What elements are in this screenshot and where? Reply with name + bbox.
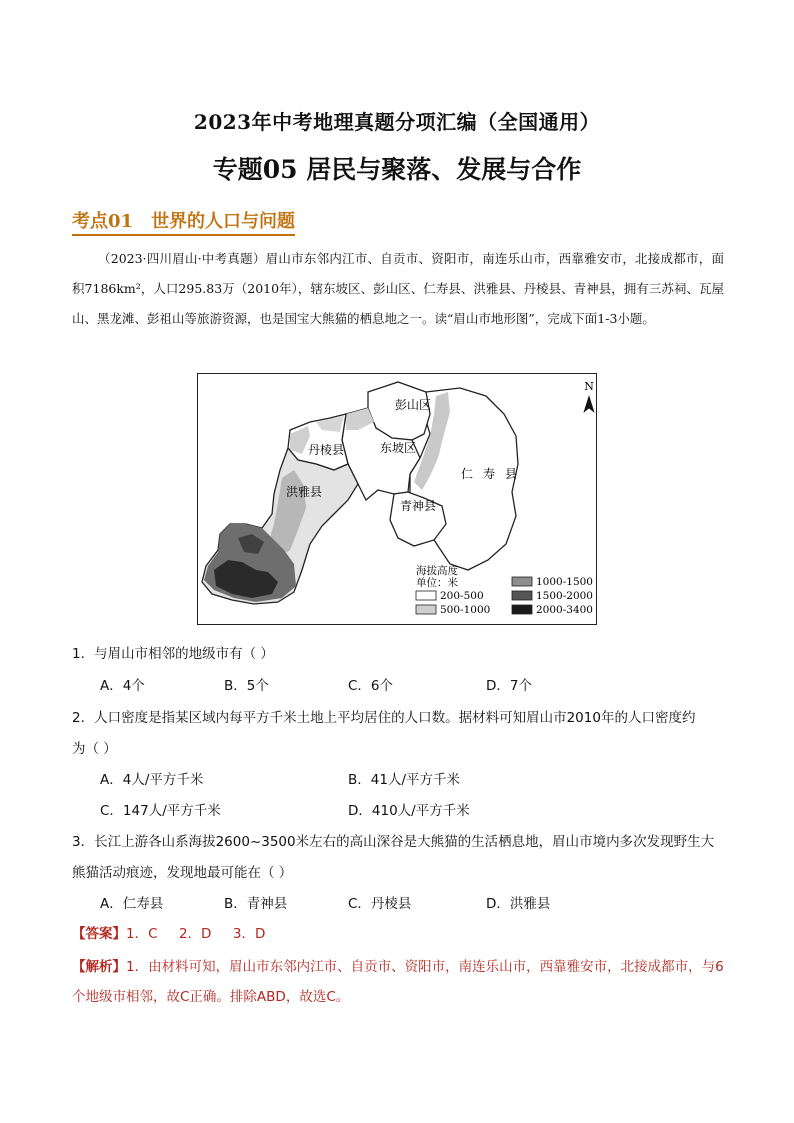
north-label: N <box>584 380 594 393</box>
q2-option-c: C．147人/平方千米 <box>100 803 221 819</box>
explanation-text: 1．由材料可知，眉山市东邻内江市、自贡市、资阳市，南连乐山市，西靠雅安市，北接成都市，与6个地级市相邻，故C正确。排除ABD，故选C。 <box>72 959 724 1005</box>
intro-paragraph: （2023·四川眉山·中考真题）眉山市东邻内江市、自贡市、资阳市，南连乐山市，西靠雅安市，北接成都市，面积7186km²，人口295.83万（2010年），辖东坡区、彭山区、仁寿县、洪雅县、丹棱县、青神县，拥有三苏祠、瓦屋山、黑龙滩、彭祖山等旅游资源，也是国宝大熊猫的栖息地之一。读“眉山市地形图”，完成下面1-3小题。 <box>72 251 724 326</box>
map-label-dongpo: 东坡区 <box>379 441 417 455</box>
legend-title: 海拔高度 <box>416 565 458 577</box>
question-3-stem-line1: 3．长江上游各山系海拔2600~3500米左右的高山深谷是大熊猫的生活栖息地，眉山市境内多次发现野生大 <box>72 834 715 850</box>
explanation-tag: 【解析】 <box>72 959 126 975</box>
legend-item-1500-2000 <box>512 590 593 602</box>
legend-item-1000-1500 <box>512 576 593 588</box>
legend-item-2000-3400 <box>512 604 593 616</box>
terrain-map <box>197 373 597 625</box>
q3-option-d: D．洪雅县 <box>486 896 551 912</box>
question-2-stem-line2: 为（ ） <box>72 741 117 757</box>
q2-option-d: D．410人/平方千米 <box>348 803 470 819</box>
map-label-hongya: 洪雅县 <box>285 485 323 499</box>
q1-option-c: C．6个 <box>348 678 394 694</box>
terrain-map-graphic <box>198 374 596 624</box>
q1-option-a: A．4个 <box>100 678 145 694</box>
legend-item-500-1000 <box>416 604 490 616</box>
legend-item-200-500 <box>416 590 484 602</box>
document-title: 2023年中考地理真题分项汇编（全国通用） <box>193 110 601 134</box>
q2-option-a: A．4人/平方千米 <box>100 772 204 788</box>
map-label-renshou: 仁寿县 <box>460 467 528 481</box>
section-name: 世界的人口与问题 <box>151 211 296 232</box>
answer-text: 1．C 2．D 3．D <box>126 926 266 942</box>
svg-text:200-500: 200-500 <box>440 590 484 602</box>
svg-text:2000-3400: 2000-3400 <box>536 604 593 616</box>
question-2-stem-line1: 2．人口密度是指某区域内每平方千米土地上平均居住的人口数。据材料可知眉山市2010年的人口密度约 <box>72 710 696 726</box>
north-arrow-icon <box>584 396 594 412</box>
map-label-pengshan: 彭山区 <box>394 398 432 412</box>
answer-tag: 【答案】 <box>72 926 126 942</box>
svg-text:1500-2000: 1500-2000 <box>536 590 593 602</box>
section-heading <box>72 207 295 236</box>
q3-option-c: C．丹棱县 <box>348 896 412 912</box>
q3-option-a: A．仁寿县 <box>100 896 164 912</box>
document-subtitle: 专题05 居民与聚落、发展与合作 <box>212 155 582 184</box>
q1-option-b: B．5个 <box>224 678 269 694</box>
answer-line <box>72 922 265 942</box>
svg-text:1000-1500: 1000-1500 <box>536 576 593 588</box>
map-label-danling: 丹棱县 <box>307 443 345 457</box>
q1-option-d: D．7个 <box>486 678 532 694</box>
section-number: 考点01 <box>72 211 134 232</box>
question-1-stem: 1．与眉山市相邻的地级市有（ ） <box>72 646 274 662</box>
legend-unit: 单位：米 <box>416 577 458 589</box>
q2-option-b: B．41人/平方千米 <box>348 772 460 788</box>
q3-option-b: B．青神县 <box>224 896 288 912</box>
map-label-qingshen: 青神县 <box>399 499 437 513</box>
question-3-stem-line2: 熊猫活动痕迹，发现地最可能在（ ） <box>72 865 293 881</box>
svg-text:500-1000: 500-1000 <box>440 604 491 616</box>
explanation-paragraph <box>72 952 732 1012</box>
